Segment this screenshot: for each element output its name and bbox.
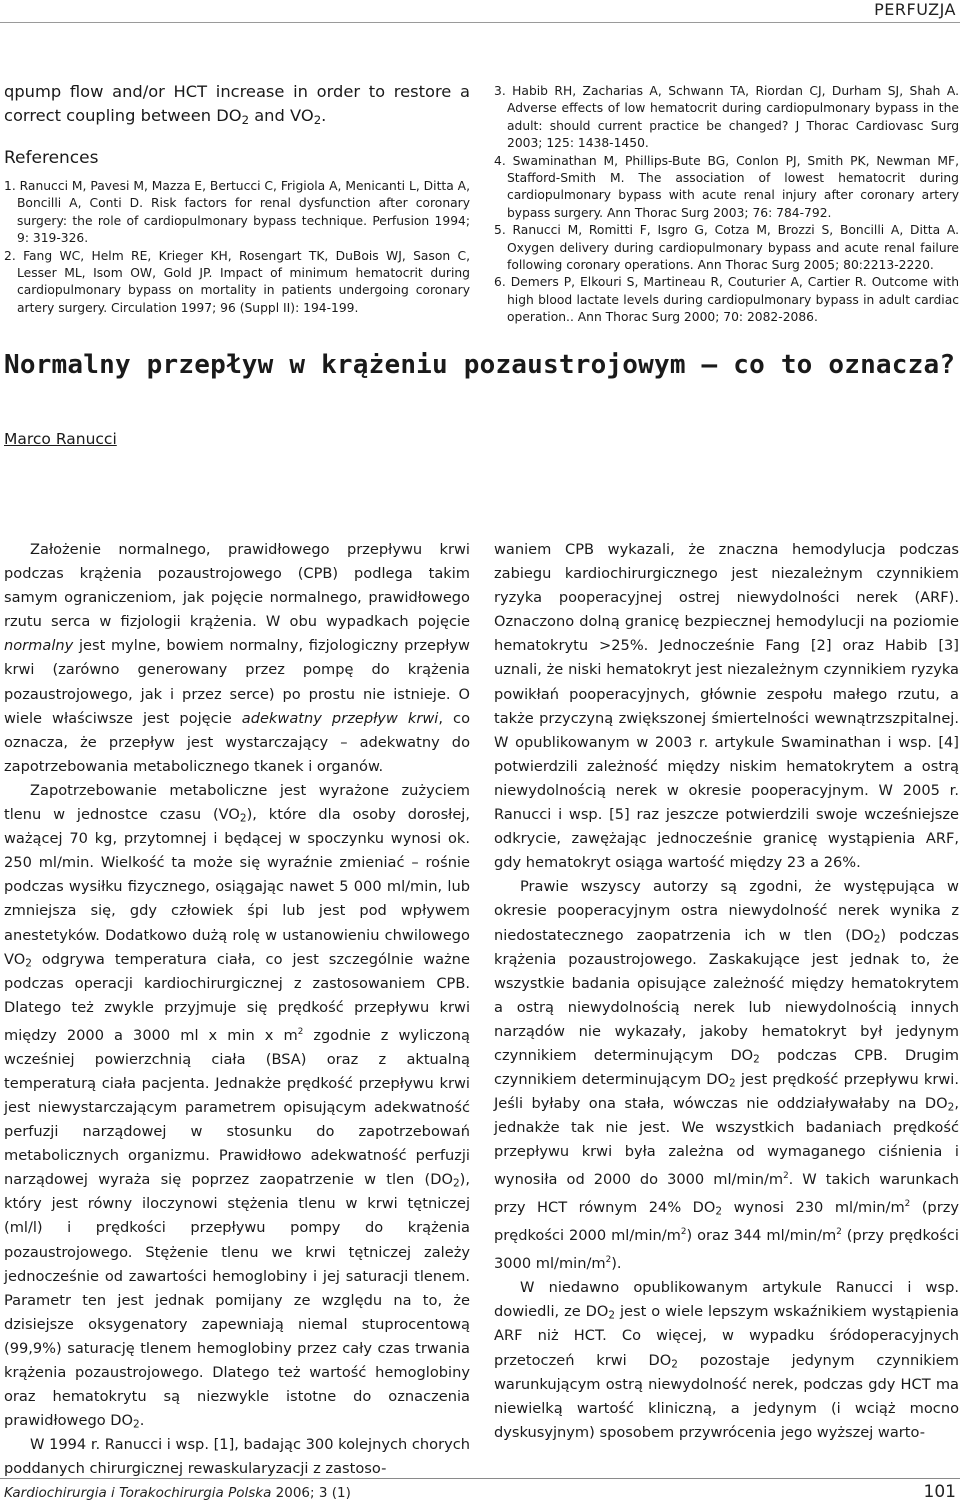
- journal-citation: [4, 1485, 351, 1501]
- reference-item: 3. Habib RH, Zacharias A, Schwann TA, Riordan CJ, Durham SJ, Shah A. Adverse effects of low hematocrit during cardiopulmonary bypass in the adult: should current practice be changed? J Thorac Cardiovasc Surg 2003; 125: 1438-1450.: [494, 84, 959, 151]
- article-author: Marco Ranucci: [4, 430, 117, 448]
- journal-name: Kardiochirurgia i Torakochirurgia Polska: [4, 1485, 272, 1501]
- paragraph: Prawie wszyscy autorzy są zgodni, że występująca w okresie pooperacyjnym ostra niewydolność nerek wynika z niedostatecznego zaopatrzenia ich w tlen $(DO_2)$ podczas krążenia pozaustrojowego. Zaskakujące jest jednak to, że wszystkie badania opisujące zależność między hematokrytem a ostrą niewydolnością nerek lub niewydolnością innych narządów nie wykazały, jakoby hematokryt był jedynym czynnikiem determinującym $DO_2$ podczas CPB. Drugim czynnikiem determinującym $DO_2$ jest prędkość przepływu krwi. Jeśli byłaby ona stała, wówczas nie oddziaływałaby na $DO_2$, jednakże tak nie jest. We wszystkich badaniach prędkość przepływu krwi była zależna od wymaganego ciśnienia i wynosiła od 2000 do 3000 $ml/\min/m^2$. W takich warunkach przy HCT równym 24% $DO_2$ wynosi 230 $ml/\min/m^2$ (przy prędkości 2000 $ml/\min/m^2$) oraz 344 $ml/\min/m^2$ (przy prędkości 3000 $ml/\min/m^2$).: [494, 878, 960, 1273]
- reference-item: 1. Ranucci M, Pavesi M, Mazza E, Bertucci C, Frigiola A, Menicanti L, Ditta A, Boncilli A, Conti D. Risk factors for renal dysfunction after coronary surgery: the role of cardiopulmonary bypass technique. Perfusion 1994; 9: 319-326.: [4, 179, 470, 246]
- paragraph: W niedawno opublikowanym artykule Ranucci i wsp. dowiedli, ze $DO_2$ jest o wiele lepszym wskaźnikiem wystąpienia ARF niż HCT. Co więcej, w wypadku śródoperacyjnych przetoczeń krwi $DO_2$ pozostaje jedynym czynnikiem warunkującym ostrą niewydolność nerek, podczas gdy HCT ma niewielką wartość kliniczną, a jedynym (i wciąż mocno dyskusyjnym) sposobem przywrócenia jego wyższej warto-: [494, 1279, 959, 1441]
- reference-item: 5. Ranucci M, Romitti F, Isgro G, Cotza M, Brozzi S, Boncilli A, Ditta A. Oxygen delivery during cardiopulmonary bypass and acute renal failure following coronary operations. Ann Thorac Surg 2005; 80:2213-2220.: [494, 223, 959, 273]
- references-heading: References: [4, 148, 99, 168]
- paragraph: Zapotrzebowanie metaboliczne jest wyrażone zużyciem tlenu w jednostce czasu $(VO_2)$, które dla osoby dorosłej, ważącej 70 kg, przytomnej i będącej w spoczynku wynosi ok. 250 ml/min. Wielkość ta może się wyraźnie zmieniać – rośnie podczas wysiłku fizycznego, osiągając nawet 5 000 ml/min, lub zmniejsza się, gdy człowiek śpi lub jest pod wpływem anestetyków. Dodatkowo dużą rolę w ustanowieniu chwilowego $VO_2$ odgrywa temperatura ciała, co jest szczególnie ważne podczas operacji kardiochirurgicznej z zastosowaniem CPB. Dlatego też zwykle przyjmuje się prędkość przepływu krwi między 2000 a 3000 ml x min x $m^2$ zgodnie z wyliczoną wcześniej powierzchnią ciała (BSA) oraz z aktualną temperaturą ciała pacjenta. Jednakże prędkość przepływu krwi jest niewystarczającym parametrem opisującym adekwatność perfuzji narządowej w stosunku do zapotrzebowań metabolicznych organizmu. Prawidłowo adekwatność perfuzji narządowej wyraża się poprzez zaopatrzenie w tlen $(DO_2)$, który jest równy iloczynowi stężenia tlenu w krwi tętniczej (ml/l) i prędkości przepływu pompy do krążenia pozaustrojowego. Stężenie tlenu we krwi tętniczej zależy jednocześnie od zawartości hemoglobiny i jej saturacji tlenem. Parametr ten jest jednak pomijany ze względu na to, że dzisiejsze oksygenatory zapewniają niemal stuprocentową (99,9%) saturację tlenem hemoglobiny przez cały czas trwania krążenia pozaustrojowego. Dlatego też wartość hemoglobiny oraz hematokrytu są niezwykle istotne do oznaczenia prawidłowego $DO_2$.: [4, 781, 470, 1431]
- body-column-right: [494, 538, 959, 1445]
- article-title: Normalny przepływ w krążeniu pozaustrojowym – co to oznacza?: [4, 350, 956, 380]
- references-list-left: [4, 178, 470, 317]
- paragraph: waniem CPB wykazali, że znaczna hemodylucja podczas zabiegu kardiochirurgicznego jest niezależnym czynnikiem ryzyka pooperacyjnej ostrej niewydolności nerek (ARF). Oznaczono dolną granicę bezpiecznej hemodylucji na poziomie hematokrytu >25%. Jednocześnie Fang [2] oraz Habib [3] uznali, że niski hematokryt jest niezależnym czynnikiem ryzyka powikłań pooperacyjnych, głównie zespołu małego rzutu, a także przyczyną zwiększonej śmiertelności wewnątrzszpitalnej. W opublikowanym w 2003 r. artykule Swaminathan i wsp. [4] potwierdzili zależność między niskim hematokrytem a ostrą niewydolnością nerek w okresie pooperacyjnym. W 2005 r. Ranucci i wsp. [5] raz jeszcze potwierdzili swoje wcześniejsze odkrycie, zawężając jednocześnie granicę wystąpienia ARF, gdy hematokryt osiąga wartość między 23 a 26%.: [494, 541, 959, 872]
- intro-continuation: qpump flow and/or HCT increase in order to restore a correct coupling between $DO_2$ and $VO_2$.: [4, 82, 470, 127]
- page-number: 101: [923, 1482, 956, 1502]
- reference-item: 4. Swaminathan M, Phillips-Bute BG, Conlon PJ, Smith PK, Newman MF, Stafford-Smith M. The association of lowest hematocrit during cardiopulmonary bypass with acute renal injury after coronary artery bypass surgery. Ann Thorac Surg 2003; 76: 784-792.: [494, 153, 959, 220]
- reference-item: 2. Fang WC, Helm RE, Krieger KH, Rosengart TK, DuBois WJ, Sason C, Lesser ML, Isom OW, Gold JP. Impact of minimum hematocrit during cardiopulmonary bypass on mortality in patients undergoing coronary artery surgery. Circulation 1997; 96 (Suppl II): 194-199.: [4, 248, 470, 315]
- paragraph: Założenie normalnego, prawidłowego przepływu krwi podczas krążenia pozaustrojowego (CPB) podlega takim samym ograniczeniom, jak pojęcie normalnego, prawidłowego rzutu serca w fizjologii krążenia. W obu wypadkach pojęcie normalny jest mylne, bowiem normalny, fizjologiczny przepływ krwi (zarówno generowany przez pompę do krążenia pozaustrojowego, jak i przez serce) po prostu nie istnieje. O wiele właściwsze jest pojęcie adekwatny przepływ krwi, co oznacza, że przepływ jest wystarczający – adekwatny do zapotrzebowania metabolicznego tkanek i organów.: [4, 541, 471, 775]
- footer-divider: [0, 1478, 960, 1479]
- references-list-right: [494, 83, 959, 327]
- journal-issue: 2006; 3 (1): [271, 1485, 351, 1501]
- section-label: PERFUZJA: [874, 0, 956, 19]
- paragraph: W 1994 r. Ranucci i wsp. [1], badając 300 kolejnych chorych poddanych chirurgicznej rewaskularyzacji z zastoso-: [4, 1436, 470, 1478]
- reference-item: 6. Demers P, Elkouri S, Martineau R, Couturier A, Cartier R. Outcome with high blood lactate levels during cardiopulmonary bypass in adult cardiac operation.. Ann Thorac Surg 2000; 70: 2082-2086.: [494, 275, 959, 325]
- body-column-left: [4, 538, 470, 1482]
- header-divider: [0, 22, 960, 23]
